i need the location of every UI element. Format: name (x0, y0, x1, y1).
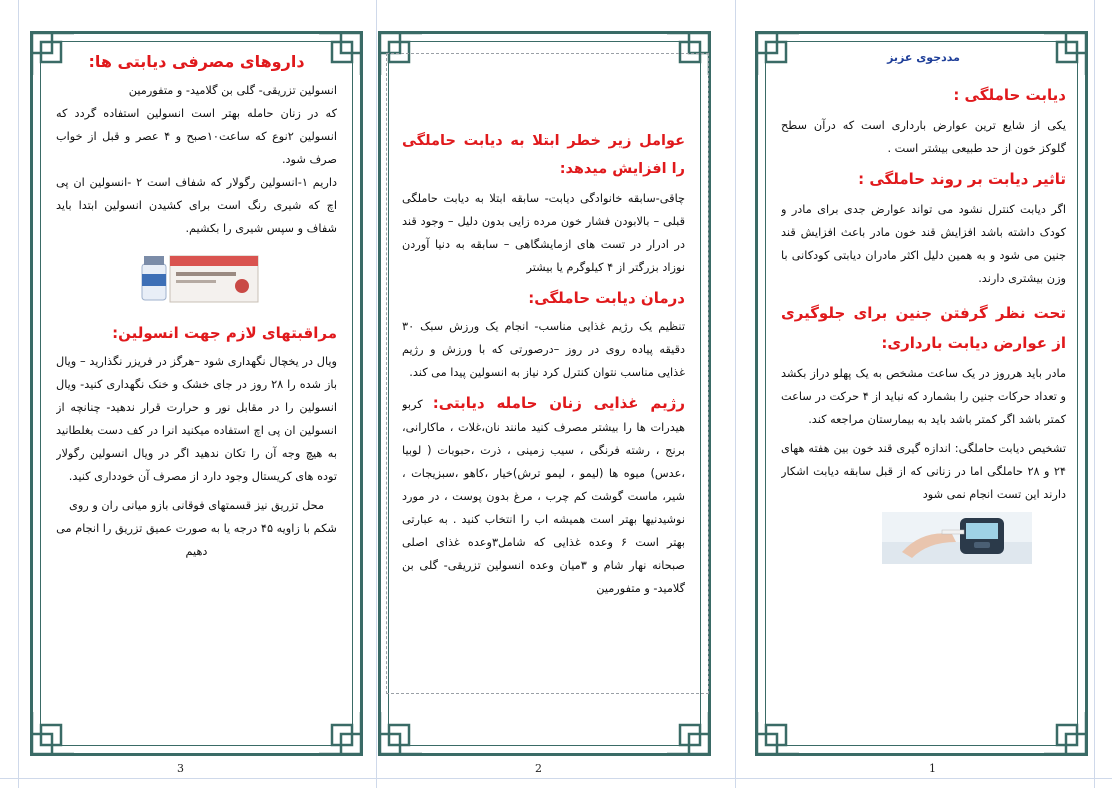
diet-text: کربو هیدرات ها را بیشتر مصرف کنید مانند نان،غلات ، ماکارانی، برنج ، رشته فرنگی ، سیب زمینی ، ذرت ،حبوبات ( لوبیا ،عدس) میوه ها (لیمو ، لیمو ترش)خیار ،کاهو ،سبزیجات ، شیر، ماست گوشت کم چرب ، مرغ بدون پوست ، در مورد نوشیدنیها بهتر است همیشه اب را انتخاب کنید . به عبارتی بهتر است ۶ وعده غذایی که شامل۳وعده غذای اصلی صبحانه نهار شام و ۳میان وعده انسولین تزریقی- گلی بن گلامید- و متفورمین (402, 398, 685, 595)
panel-page-3 (30, 31, 363, 756)
panel-content (781, 43, 1066, 716)
diagnosis-text: تشخیص دیابت حاملگی: اندازه گیری قند خون بین هفته ههای ۲۴ و ۲۸ حاملگی اما در زنانی که از قبل سابقه دیابت اشکار دارند این تست انجام نمی شود (781, 442, 1066, 501)
heading-diabetes-effect: تاثیر دیابت بر روند حاملگی : (858, 170, 1066, 188)
medications-line-2: که در زنان حامله بهتر است انسولین استفاده گردد که انسولین ۲نوع که ساعت۱۰صبح و ۴ عصر و قبل از خواب صرف شود. (56, 107, 337, 166)
heading-diet: رژیم غذایی زنان حامله دیابتی: (432, 394, 685, 412)
medications-line-3: داریم ۱-انسولین رگولار که شفاف است ۲ -انسولین ان پی اچ که شیری رنگ است برای کشیدن انسولین ابتدا باید شفاف و سپس شیری را بکشیم. (56, 176, 337, 235)
panel-page-2 (378, 31, 711, 756)
heading-gestational-diabetes: دیابت حاملگی : (953, 86, 1066, 104)
page-number: 3 (177, 762, 184, 775)
corner-ornament-icon (755, 710, 801, 756)
panel-page-1 (755, 31, 1088, 756)
page-number: 1 (929, 762, 936, 775)
corner-ornament-icon (665, 710, 711, 756)
corner-ornament-icon (378, 710, 424, 756)
corner-ornament-icon (317, 710, 363, 756)
diabetes-effect-text: اگر دیابت کنترل نشود می تواند عوارض جدی برای مادر و کودک داشته باشد افزایش قند خون مادر باعث افزایش قند جنین می شود و به همین دلیل اکثر مادران دیابتی کودکانی با وزن بیشتری دارند. (781, 203, 1066, 285)
diet-paragraph (402, 390, 685, 600)
page-number: 2 (535, 762, 542, 775)
medications-line-1: انسولین تزریقی- گلی بن گلامید- و متفورمین (128, 84, 337, 97)
panel-content (56, 49, 337, 716)
greeting: مددجوی عزیز (887, 51, 960, 64)
insulin-vial-and-box-icon (122, 246, 272, 310)
fetal-monitoring-text: مادر باید هرروز در یک ساعت مشخص به یک پهلو دراز بکشد و تعداد حرکات جنین را بشمارد که نباید از ۴ حرکت در ساعت کمتر باشد اگر کمتر باشد باید به بیمارستان مراجعه کند. (781, 367, 1066, 426)
gestational-diabetes-text: یکی از شایع ترین عوارض بارداری است که درآن سطح گلوکز خون از حد طبیعی بیشتر است . (781, 119, 1066, 155)
heading-insulin-care: مراقبتهای لازم جهت انسولین: (112, 324, 337, 342)
corner-ornament-icon (1042, 710, 1088, 756)
heading-risk-factors: عوامل زیر خطر ابتلا به دیابت حاملگی را افزایش میدهد: (402, 133, 685, 177)
panel-content (402, 127, 685, 716)
corner-ornament-icon (30, 710, 76, 756)
treatment-text: تنظیم یک رژیم غذایی مناسب- انجام یک ورزش سبک ۳۰ دقیقه پیاده روی در روز –درصورتی که با ورزش و رژیم غذایی مناسب نتوان کنترل کرد نیاز به انسولین پیدا می کند. (402, 320, 685, 379)
glucose-meter-icon (882, 512, 1032, 564)
heading-medications: داروهای مصرفی دیابتی ها: (88, 52, 305, 71)
heading-fetal-monitoring: تحت نظر گرفتن جنین برای جلوگیری از عوارض دیابت بارداری: (781, 304, 1066, 352)
injection-site-text: محل تزریق نیز قسمتهای فوقانی بازو میانی ران و روی شکم با زاویه ۴۵ درجه یا به صورت عمیق تزریق را انجام می دهیم (56, 499, 337, 558)
risk-factors-text: چاقی-سابقه خانوادگی دیابت- سابقه ابتلا به دیابت حاملگی قبلی – بالابودن فشار خون مرده زایی بدون دلیل – وجود قند در ادرار در تست های ازمایشگاهی – سابقه به دنیا آوردن نوزاد بزرگتر از ۴ کیلوگرم یا بیشتر (402, 192, 685, 274)
insulin-care-text: ویال در یخچال نگهداری شود –هرگز در فریزر نگذارید – ویال باز شده را ۲۸ روز در جای خشک و خنک نگهداری کنید- ویال انسولین را در مقابل نور و حرارت قرار ندهید- چنانچه از انسولین ان پی اچ استفاده میکنید انرا در کف دست بغلطانید به هیچ وجه آن را تکان ندهید اگر در ویال انسولین رگولار توده های کریستال وجود دارد از مصرف آن خودداری کنید. (56, 355, 337, 483)
heading-treatment: درمان دیابت حاملگی: (528, 289, 685, 307)
